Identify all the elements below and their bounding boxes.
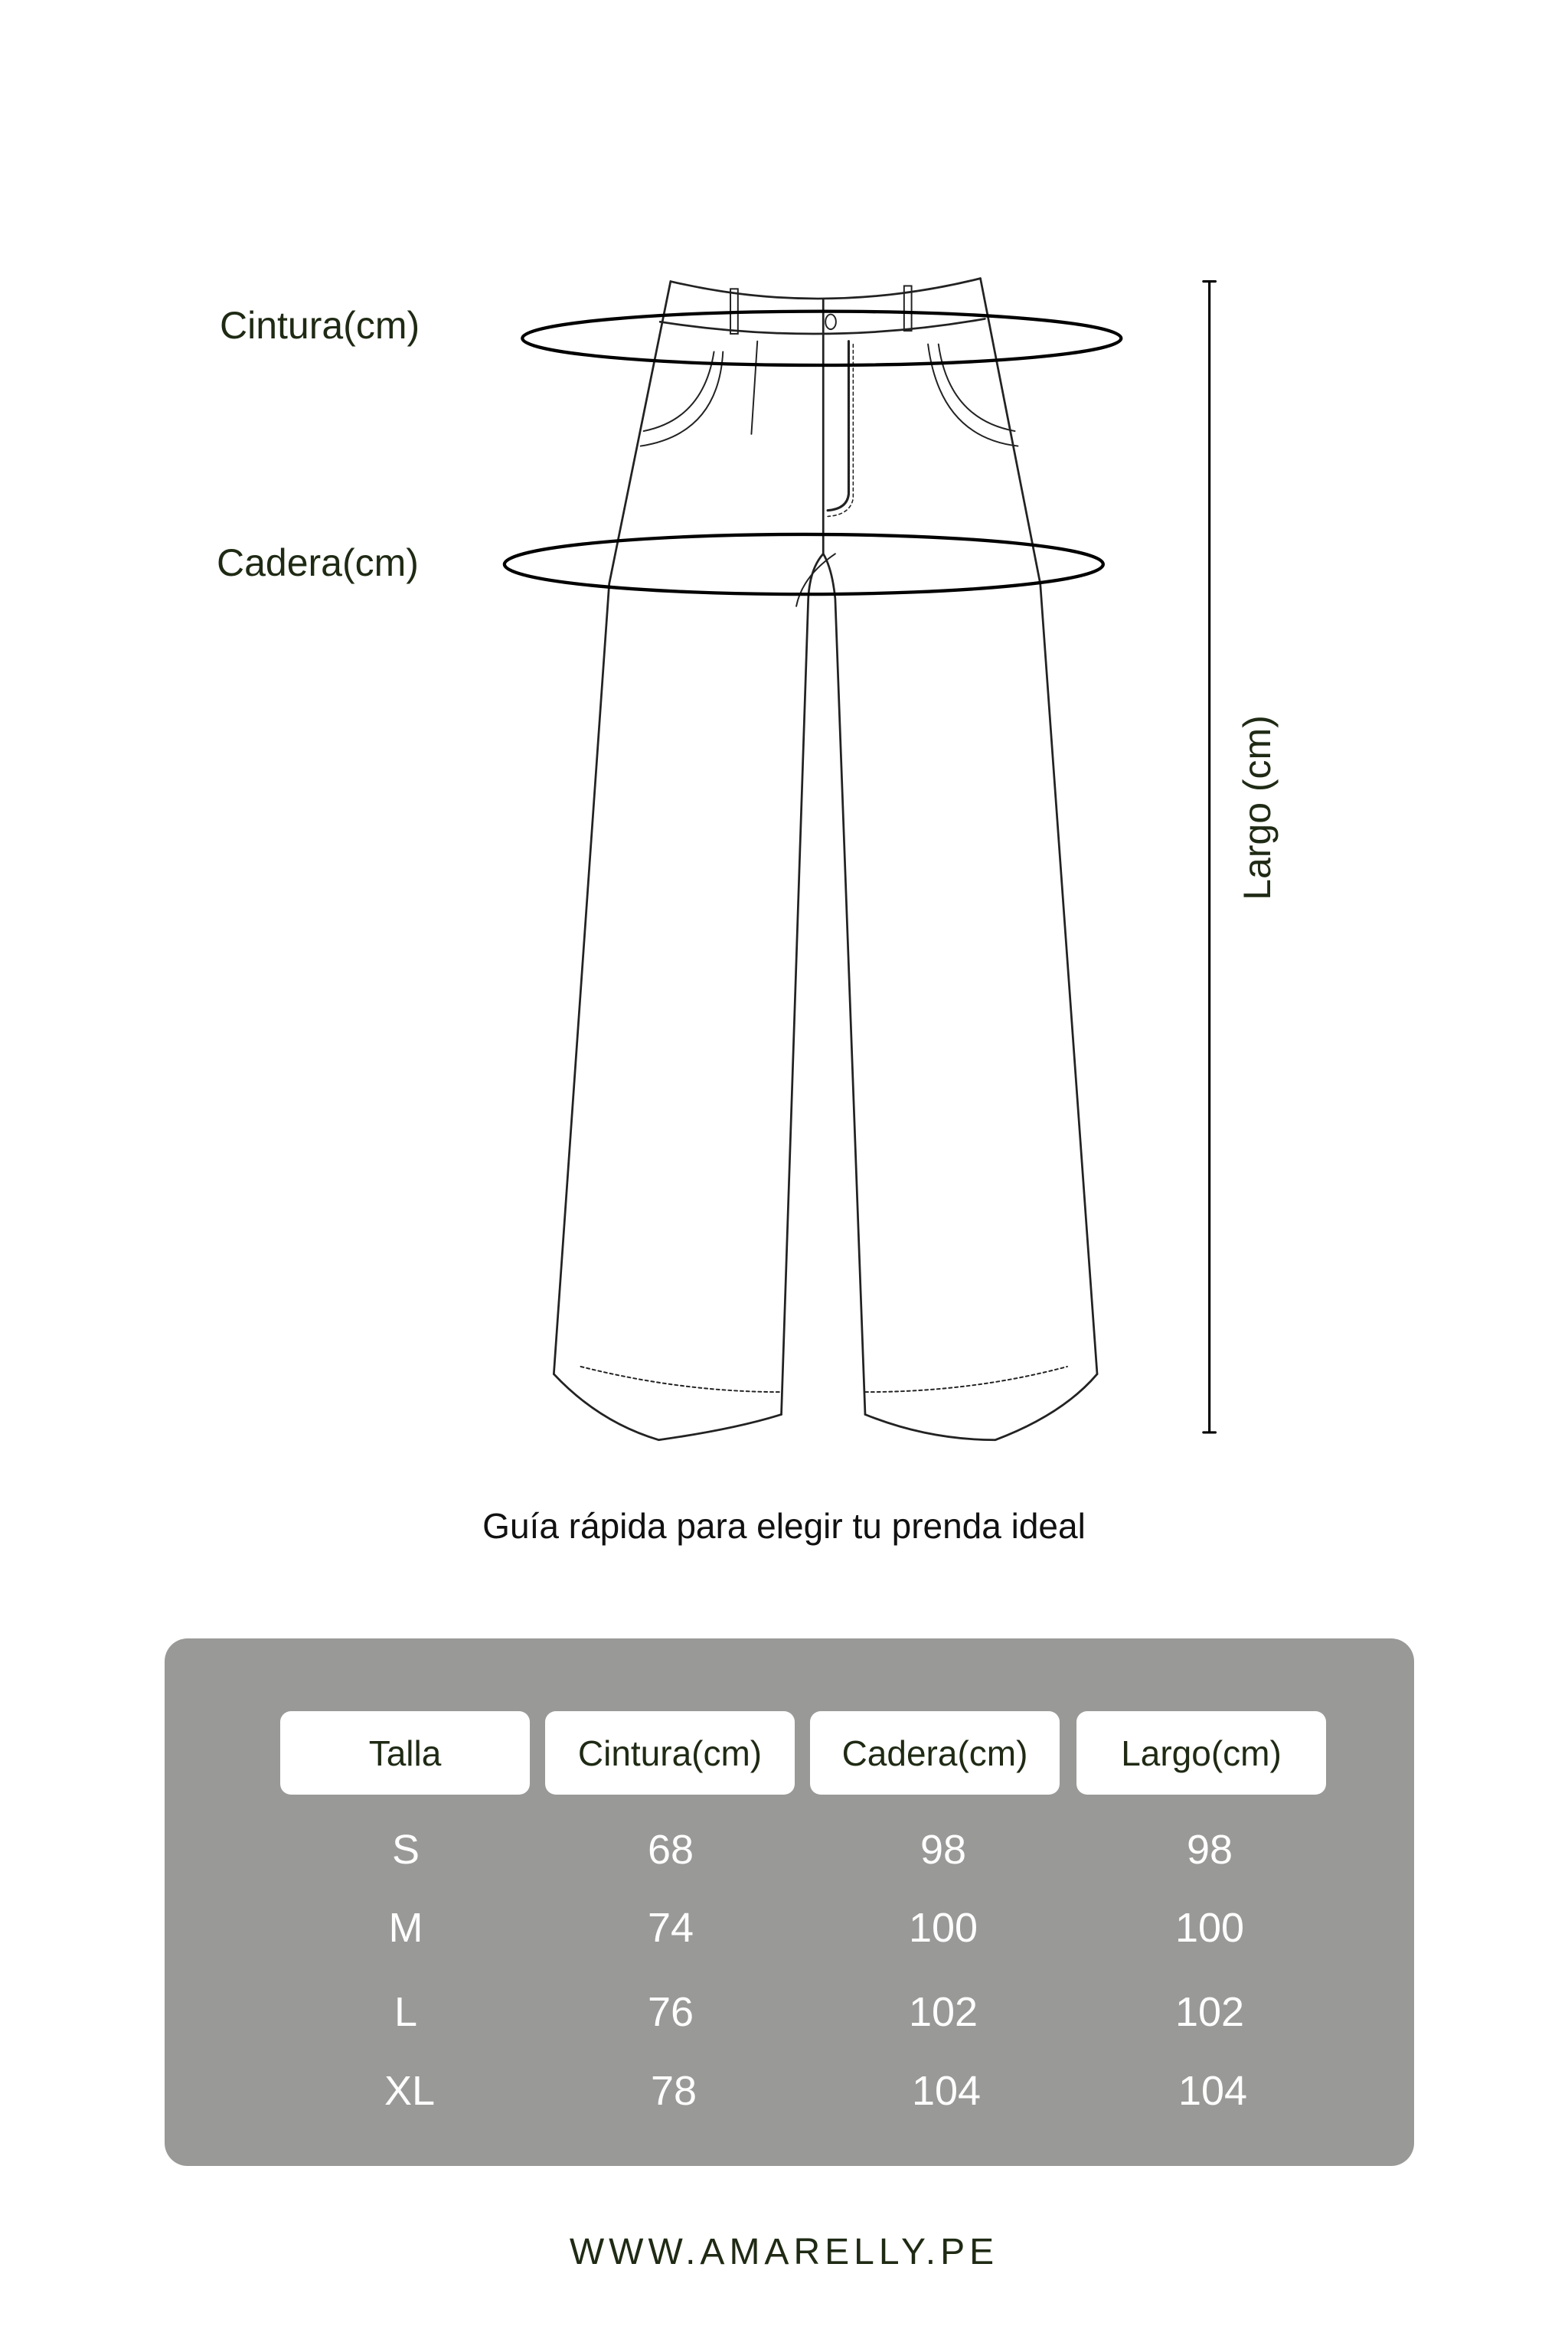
header-talla: Talla [280,1711,530,1795]
website-link[interactable]: WWW.AMARELLY.PE [569,2232,999,2272]
table-cell: L [394,1989,418,2035]
table-cell: M [388,1905,423,1951]
table-cell: 68 [647,1827,694,1873]
table-cell: 100 [1174,1905,1245,1951]
table-cell: 100 [908,1905,978,1951]
table-cell: 76 [647,1989,694,2035]
length-measure-line [1204,282,1216,1432]
table-cell: 74 [647,1905,694,1951]
size-table [165,1638,1414,2166]
header-largo: Largo(cm) [1076,1711,1326,1795]
pants-outline [554,279,1097,1440]
waist-measure-ellipse [522,312,1121,365]
caption: Guía rápida para elegir tu prenda ideal [482,1506,1086,1546]
table-cell: 98 [920,1827,967,1873]
table-cell: 98 [1186,1827,1233,1873]
table-cell: 102 [908,1989,978,2035]
table-cell: XL [384,2068,436,2114]
table-cell: 104 [1178,2068,1248,2114]
header-cintura: Cintura(cm) [545,1711,795,1795]
header-cadera: Cadera(cm) [810,1711,1060,1795]
length-label: Largo (cm) [1236,715,1279,900]
hip-label: Cadera(cm) [217,541,419,584]
table-cell: 104 [911,2068,982,2114]
waist-label: Cintura(cm) [220,304,420,347]
table-cell: 78 [650,2068,697,2114]
table-cell: S [391,1827,420,1873]
table-cell: 102 [1174,1989,1245,2035]
